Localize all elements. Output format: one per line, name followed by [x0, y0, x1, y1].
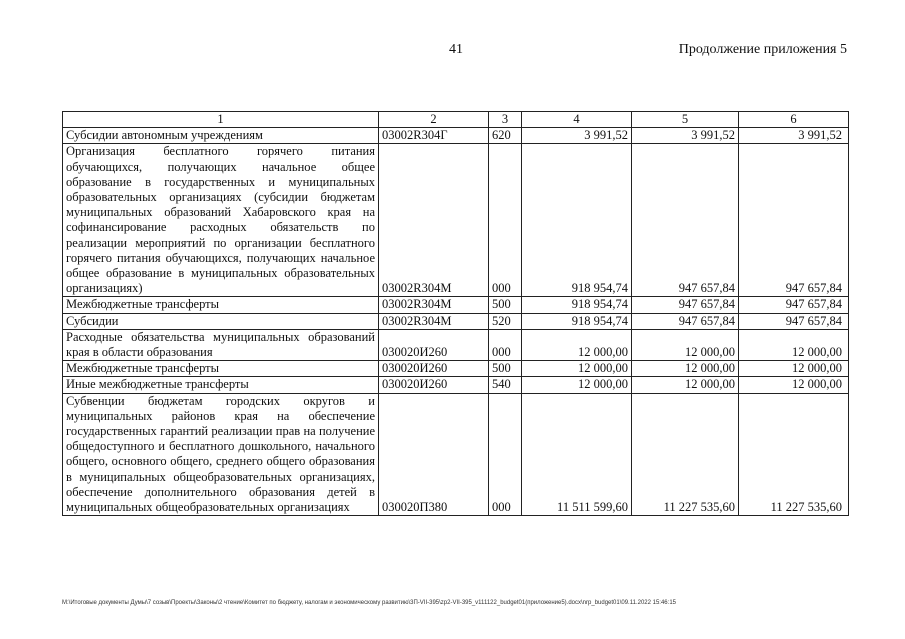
- row-name: Субвенции бюджетам городских округов и муниципальных районов края на обеспечение государственных гарантий реализации прав на получение общедоступного и бесплатного дошкольного, начального общего, основного общего, среднего общего образования в муниципальных общеобразовательных организациях, обеспечение дополнительного образования детей в муниципальных общеобразовательных организациях: [63, 393, 379, 516]
- row-value-2: 12 000,00: [632, 377, 739, 393]
- row-value-3: 12 000,00: [739, 329, 849, 360]
- row-value-2: 947 657,84: [632, 144, 739, 297]
- row-code: 030020П380: [379, 393, 489, 516]
- row-group: 500: [489, 361, 522, 377]
- page-number: 41: [449, 42, 463, 57]
- table-row: [63, 393, 849, 516]
- row-value-1: 12 000,00: [522, 329, 632, 360]
- row-name: Расходные обязательства муниципальных образований края в области образования: [63, 329, 379, 360]
- row-value-1: 11 511 599,60: [522, 393, 632, 516]
- row-value-3: 947 657,84: [739, 144, 849, 297]
- table-row: [63, 297, 849, 313]
- table-row: [63, 313, 849, 329]
- row-value-3: 12 000,00: [739, 361, 849, 377]
- row-value-2: 947 657,84: [632, 297, 739, 313]
- row-name: Организация бесплатного горячего питания обучающихся, получающих начальное общее образование в государственных и муниципальных образовательных организациях (субсидии бюджетам муниципальных образований Хабаровского края на софинансирование расходных обязательств по реализации мероприятий по организации бесплатного горячего питания обучающихся, получающих начальное общее образование в муниципальных образовательных организациях): [63, 144, 379, 297]
- row-value-2: 12 000,00: [632, 361, 739, 377]
- row-name: Субсидии: [63, 313, 379, 329]
- row-code: 030020И260: [379, 361, 489, 377]
- row-group: 520: [489, 313, 522, 329]
- file-path-footer: M:\Итоговые документы Думы\7 созыв\Проекты\Законы\2 чтение\Комитет по бюджету, налогам и экономическому развитию\3П-VII-395\zp2-VII-395_v111122_budget01(приложение5).docx\nrp_budget01\09.11.2022 15:46:15: [62, 600, 676, 606]
- table-row: [63, 128, 849, 144]
- row-value-1: 3 991,52: [522, 128, 632, 144]
- table-row: [63, 361, 849, 377]
- column-header: 2: [379, 112, 489, 128]
- row-value-3: 12 000,00: [739, 377, 849, 393]
- row-value-1: 12 000,00: [522, 361, 632, 377]
- row-group: 540: [489, 377, 522, 393]
- table-row: [63, 377, 849, 393]
- row-name: Межбюджетные трансферты: [63, 297, 379, 313]
- column-header: 4: [522, 112, 632, 128]
- row-group: 000: [489, 393, 522, 516]
- row-group: 620: [489, 128, 522, 144]
- row-code: 030020И260: [379, 329, 489, 360]
- row-code: 03002R304М: [379, 313, 489, 329]
- row-name: Межбюджетные трансферты: [63, 361, 379, 377]
- row-value-2: 11 227 535,60: [632, 393, 739, 516]
- row-value-1: 918 954,74: [522, 297, 632, 313]
- appendix-continuation-label: Продолжение приложения 5: [678, 42, 847, 57]
- row-value-3: 947 657,84: [739, 313, 849, 329]
- row-name: Иные межбюджетные трансферты: [63, 377, 379, 393]
- row-value-3: 3 991,52: [739, 128, 849, 144]
- row-group: 000: [489, 144, 522, 297]
- row-value-2: 947 657,84: [632, 313, 739, 329]
- row-group: 000: [489, 329, 522, 360]
- table-row: [63, 329, 849, 360]
- column-header: 3: [489, 112, 522, 128]
- column-header: 5: [632, 112, 739, 128]
- row-value-1: 918 954,74: [522, 313, 632, 329]
- row-group: 500: [489, 297, 522, 313]
- row-name: Субсидии автономным учреждениям: [63, 128, 379, 144]
- row-value-2: 12 000,00: [632, 329, 739, 360]
- budget-table: [62, 111, 849, 516]
- row-code: 03002R304Г: [379, 128, 489, 144]
- table-row: [63, 144, 849, 297]
- row-value-3: 947 657,84: [739, 297, 849, 313]
- column-header: 1: [63, 112, 379, 128]
- row-code: 03002R304М: [379, 144, 489, 297]
- column-header: 6: [739, 112, 849, 128]
- row-value-3: 11 227 535,60: [739, 393, 849, 516]
- table-header-row: [63, 112, 849, 128]
- row-value-1: 12 000,00: [522, 377, 632, 393]
- row-value-1: 918 954,74: [522, 144, 632, 297]
- row-code: 030020И260: [379, 377, 489, 393]
- row-value-2: 3 991,52: [632, 128, 739, 144]
- row-code: 03002R304М: [379, 297, 489, 313]
